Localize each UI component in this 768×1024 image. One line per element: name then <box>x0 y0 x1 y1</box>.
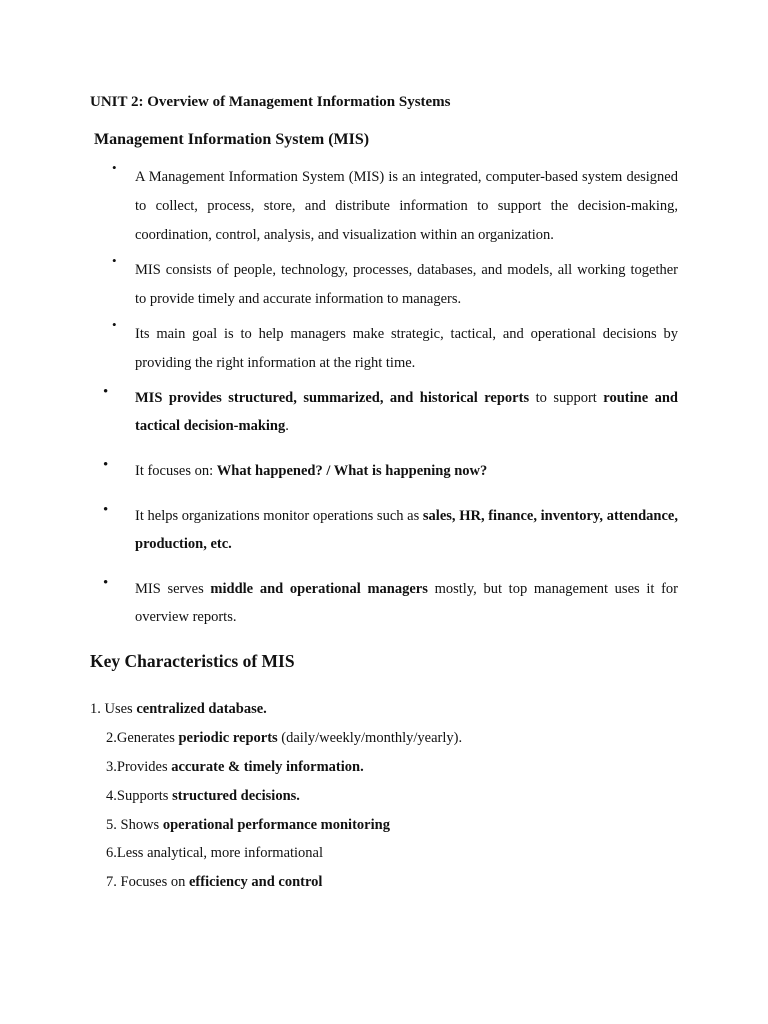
characteristic-item <box>106 874 322 891</box>
key-characteristics-title: Key Characteristics of MIS <box>90 651 295 671</box>
item-bold: operational performance monitoring <box>162 817 390 833</box>
bullet-icon: • <box>103 384 109 400</box>
text-segment: It helps organizations monitor operations such as <box>135 508 423 524</box>
item-bold: periodic reports <box>178 730 278 746</box>
item-prefix: 7. Focuses on <box>106 874 189 890</box>
bullet-icon: • <box>103 575 109 591</box>
item-prefix: 4.Supports <box>106 788 173 804</box>
bullet-icon: • <box>103 502 109 518</box>
bullet-icon: • <box>112 160 117 175</box>
bullet-text <box>135 575 678 631</box>
characteristic-item <box>90 701 267 718</box>
characteristic-item <box>106 817 390 834</box>
characteristic-item <box>106 845 323 862</box>
text-segment: . <box>285 418 289 434</box>
bullet-text <box>135 457 678 485</box>
characteristic-item <box>106 788 300 805</box>
text-segment: mostly, but top management uses it for overview reports. <box>135 581 679 625</box>
item-bold: structured decisions. <box>172 788 300 804</box>
text-segment-bold: sales, HR, finance, inventory, attendance, production, etc. <box>135 508 678 552</box>
text-segment-bold: middle and operational managers <box>210 581 428 597</box>
bullet-text <box>135 320 678 378</box>
item-prefix: 3.Provides <box>106 759 172 775</box>
text-segment: Its main goal is to help managers make strategic, tactical, and operational decisions by providing the right information at the right time. <box>135 326 678 371</box>
text-segment: It focuses on: <box>135 463 217 479</box>
text-segment: MIS consists of people, technology, processes, databases, and models, all working together to provide timely and accurate information to managers. <box>135 262 678 307</box>
bullet-text <box>135 502 678 558</box>
item-prefix: 5. Shows <box>106 817 163 833</box>
characteristic-item <box>106 759 364 776</box>
item-suffix: (daily/weekly/monthly/yearly). <box>277 730 463 746</box>
text-segment-bold: What happened? / What is happening now? <box>216 463 488 479</box>
item-prefix: 2.Generates <box>106 730 179 746</box>
unit-title: UNIT 2: Overview of Management Information Systems <box>90 94 451 110</box>
text-segment: to support <box>529 390 604 406</box>
bullet-text <box>135 384 678 440</box>
text-segment-bold: routine and tactical decision-making <box>135 390 678 434</box>
text-segment-bold: MIS provides structured, summarized, and historical reports <box>135 390 530 406</box>
text-segment: A Management Information System (MIS) is an integrated, computer-based system designed to collect, process, store, and distribute information to support the decision-making, coordination, control, analysis, and visualization within an organization. <box>135 169 678 243</box>
bullet-text <box>135 256 678 314</box>
item-bold: efficiency and control <box>188 874 323 890</box>
item-bold: accurate & timely information. <box>171 759 364 775</box>
bullet-text <box>135 163 678 250</box>
characteristic-item <box>106 730 462 747</box>
text-segment: MIS serves <box>135 581 211 597</box>
item-prefix: 1. Uses <box>90 701 137 717</box>
section-title: Management Information System (MIS) <box>94 131 370 148</box>
item-bold: centralized database. <box>136 701 267 717</box>
bullet-icon: • <box>112 317 117 332</box>
bullet-icon: • <box>112 253 117 268</box>
item-prefix: 6.Less analytical, more informational <box>106 845 324 861</box>
bullet-icon: • <box>103 457 109 473</box>
